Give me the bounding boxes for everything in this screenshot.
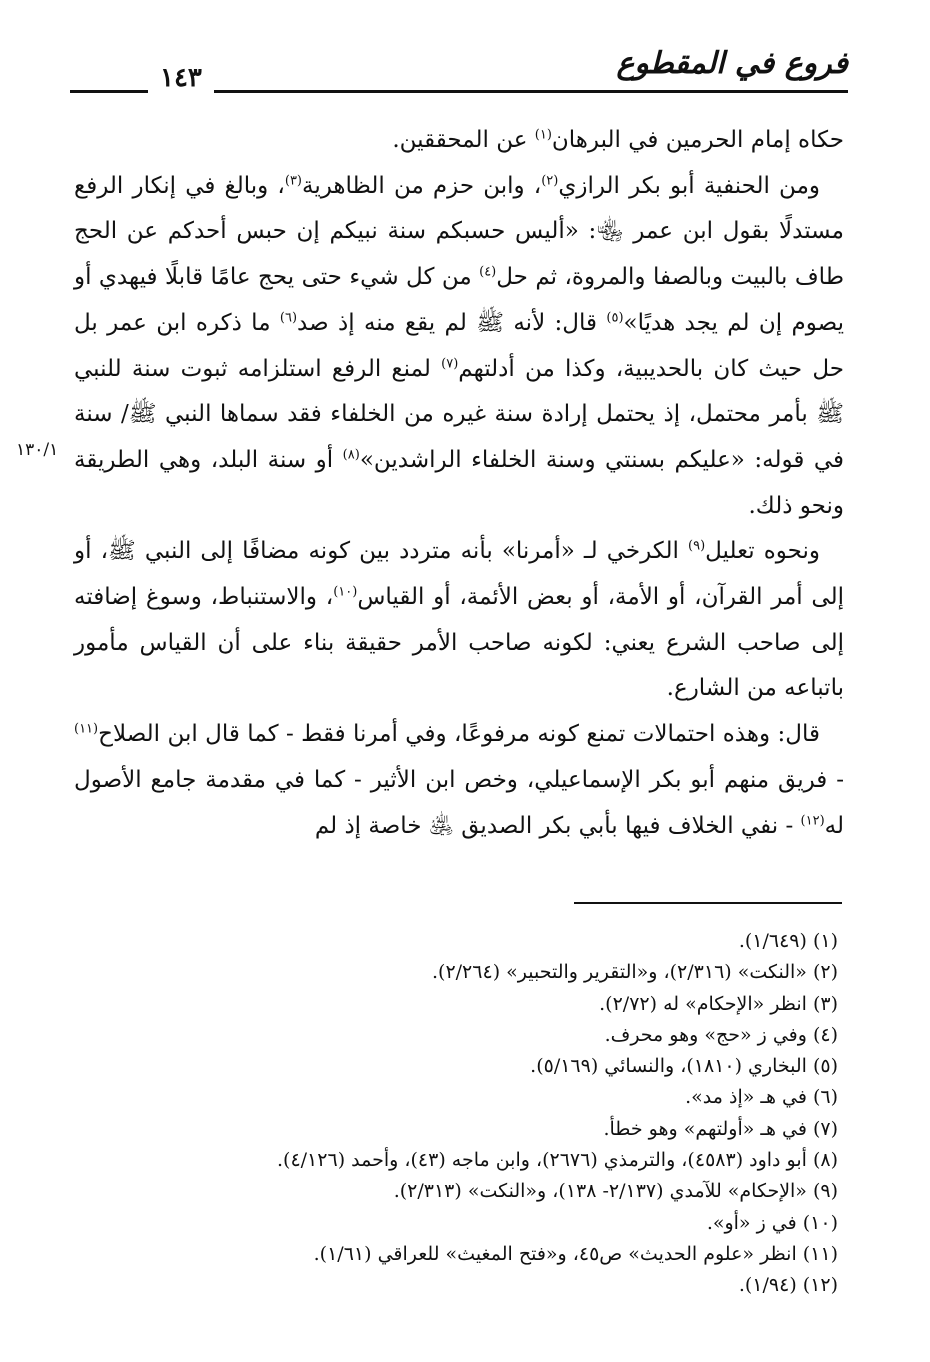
footnote-text: انظر «علوم الحديث» ص٤٥، و«فتح المغيث» للعراقي (١/٦١). [313, 1242, 797, 1265]
footnote-text: وفي ز «حج» وهو محرف. [604, 1023, 807, 1046]
footnote-ref: (١) [534, 127, 552, 143]
footnote-ref: (٤) [479, 264, 497, 280]
footnote-number: (٥) [812, 1055, 838, 1078]
text-run: الكرخي لـ «أمرنا» بأنه متردد بين كونه مضافًا إلى النبي ﷺ، أو إلى أمر القرآن، أو الأمة، أو بعض الأئمة، أو القياس [74, 538, 844, 611]
footnote-ref: (٢) [541, 173, 559, 189]
footnote-text: «الإحكام» للآمدي (٢/١٣٧- ١٣٨)، و«النكت» (٢/٣١٣). [393, 1180, 807, 1203]
footnote-ref: (١٢) [800, 812, 825, 828]
footnote-ref: (٣) [284, 173, 302, 189]
paragraph-2 [74, 164, 844, 530]
footnote-text: في هـ «أولتهم» وهو خطأ. [603, 1117, 807, 1140]
footnote-text: انظر «الإحكام» له (٢/٧٢). [599, 992, 807, 1015]
footnote-text: (١/٩٤). [738, 1274, 797, 1297]
footnote-number: (٤) [812, 1023, 838, 1046]
page-number: ١٤٣ [148, 58, 214, 98]
text-run: ، وبالغ في إنكار الرفع مستدلًا بقول ابن عمر ﵄: «أليس حسبكم سنة نبيكم إن حبس أحدكم عن الحج طاف بالبيت وبالصفا والمروة، ثم حل [74, 172, 844, 291]
footnote-item [78, 1239, 838, 1270]
footnote-number: (١) [812, 930, 838, 952]
footnote-number: (٣) [812, 992, 838, 1015]
text-run: عن المحققين. [392, 127, 535, 153]
footnote-item [78, 926, 838, 957]
footnote-text: البخاري (١٨١٠)، والنسائي (٥/١٦٩). [530, 1055, 807, 1078]
footnote-number: (١٢) [802, 1274, 838, 1297]
footnote-ref: (٦) [279, 310, 298, 326]
footnote-number: (٦) [812, 1086, 838, 1109]
text-run: قال: لأنه ﷺ لم يقع منه إذ صد [297, 309, 607, 336]
text-run: - فريق منهم أبو بكر الإسماعيلي، وخص ابن الأثير - كما في مقدمة جامع الأصول له [74, 766, 844, 839]
footnote-ref: (٨) [342, 447, 360, 463]
text-run: لمنع الرفع استلزامه ثبوت سنة للنبي ﷺ بأمر محتمل، إذ يحتمل إرادة سنة غيره من الخلفاء فقد سماها النبي ﷺ/ سنة في قوله: «عليكم بسنتي وسنة الخلفاء الراشدين» [74, 355, 844, 473]
footnote-ref: (٥) [606, 310, 624, 326]
footnote-text: أبو داود (٤٥٨٣)، والترمذي (٢٦٧٦)، وابن ماجه (٤٣)، وأحمد (٤/١٢٦). [277, 1149, 807, 1172]
page-header [70, 38, 848, 96]
footnote-item [78, 1176, 838, 1207]
footnote-item [78, 1208, 838, 1239]
text-run: ، والاستنباط، وسوغ إضافته إلى صاحب الشرع يعني: لكونه صاحب الأمر حقيقة بناء على أن القياس مأمور باتباعه من الشارع. [74, 584, 844, 702]
footnote-number: (٧) [812, 1117, 838, 1140]
footnote-text: في ز «أو». [706, 1211, 797, 1234]
text-run: ، وابن حزم من الظاهرية [302, 172, 542, 199]
footnote-number: (٩) [812, 1180, 838, 1203]
footnote-ref: (١٠) [333, 584, 358, 600]
footnote-item [78, 1145, 838, 1176]
text-run: قال: وهذه احتمالات تمنع كونه مرفوعًا، وفي أمرنا فقط - كما قال ابن الصلاح [98, 721, 820, 748]
paragraph-3 [74, 529, 844, 712]
footnote-item [78, 1114, 838, 1145]
footnote-item [78, 957, 838, 988]
margin-note: ١٣٠/١ [16, 440, 59, 460]
footnote-item [78, 1051, 838, 1082]
text-run: - نفي الخلاف فيها بأبي بكر الصديق ﵁ خاصة إذ لم [314, 812, 801, 839]
footnote-ref: (١١) [74, 721, 99, 737]
text-run: حكاه إمام الحرمين في البرهان [551, 127, 844, 153]
text-run: من كل شيء حتى يحج عامًا قابلًا فيهدي أو يصوم إن لم يجد هديًا» [74, 264, 845, 336]
footnote-item [78, 1082, 838, 1113]
footnote-separator [574, 902, 842, 904]
footnote-text: في هـ «إذ مد». [685, 1086, 807, 1109]
footnote-item [78, 1020, 838, 1051]
footnote-number: (٨) [812, 1149, 838, 1172]
footnote-number: (٢) [812, 961, 838, 984]
paragraph-1 [74, 118, 844, 164]
text-run: ومن الحنفية أبو بكر الرازي [558, 172, 820, 199]
footnote-text: «النكت» (٢/٣١٦)، و«التقرير والتحبير» (٢/٢٦٤). [432, 961, 807, 984]
text-run: ما ذكره ابن عمر بل حل حيث كان بالحديبية، وكذا من أدلتهم [74, 309, 844, 382]
footnote-number: (١١) [802, 1242, 838, 1265]
footnote-ref: (٧) [441, 355, 459, 371]
footnote-text: (١/٦٤٩). [738, 930, 807, 952]
running-title: فروع في المقطوع [602, 40, 848, 88]
footnotes-list [78, 926, 838, 1302]
footnote-number: (١٠) [802, 1211, 838, 1234]
paragraph-4 [74, 712, 844, 849]
footnote-ref: (٩) [688, 538, 706, 554]
footnote-item [78, 1270, 838, 1301]
main-text [74, 118, 844, 849]
text-run: أو سنة البلد، وهي الطريقة ونحو ذلك. [74, 446, 844, 519]
footnote-item [78, 989, 838, 1020]
text-run: ونحوه تعليل [705, 538, 820, 565]
